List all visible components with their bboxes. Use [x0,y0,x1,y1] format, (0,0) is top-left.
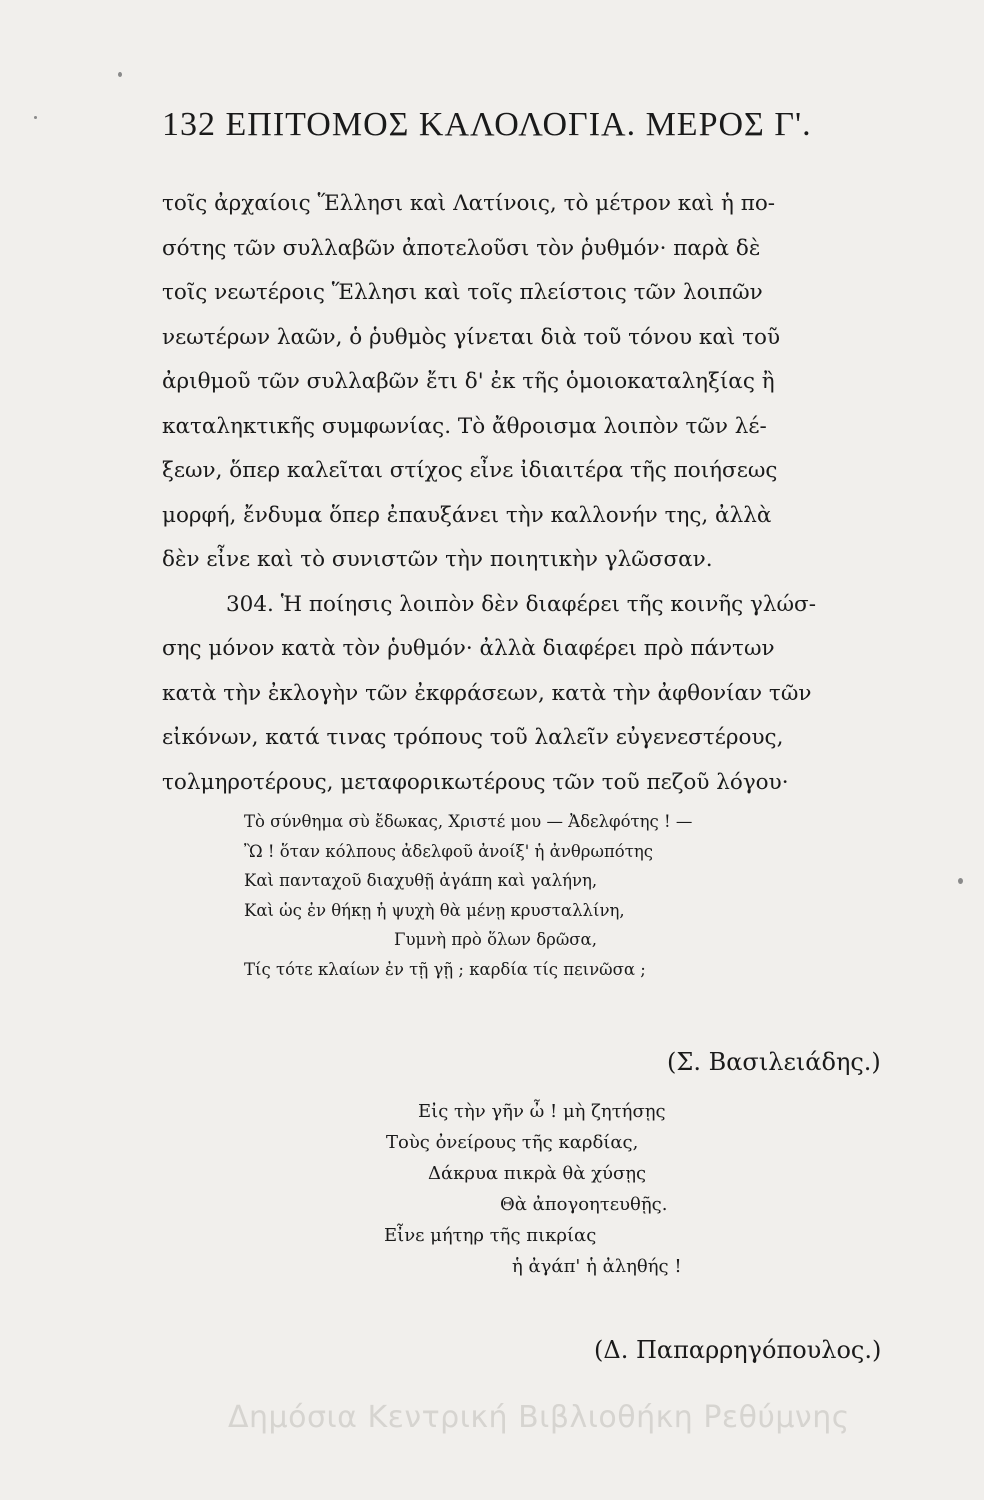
running-head: 132 ΕΠΙΤΟΜΟΣ ΚΑΛΟΛΟΓΙΑ. ΜΕΡΟΣ Γ'. [162,106,812,143]
section-line: εἰκόνων, κατά τινας τρόπους τοῦ λαλεῖν εὐγενεστέρους, [162,725,784,750]
poem-quotation-2 [384,1096,884,1282]
paper-speck [34,116,37,119]
poem-line: Τὸ σύνθημα σὺ ἔδωκας, Χριστέ μου — Ἀδελφότης ! — [244,812,693,831]
poem-line: Θὰ ἀπογοητευθῇς. [500,1194,668,1215]
poem-line: Εἶνε μήτηρ τῆς πικρίας [384,1225,597,1246]
prose-line: δὲν εἶνε καὶ τὸ συνιστῶν τὴν ποιητικὴν γλῶσσαν. [162,547,713,572]
section-line: σης μόνον κατὰ τὸν ῥυθμόν· ἀλλὰ διαφέρει πρὸ πάντων [162,636,775,661]
section-line: κατὰ τὴν ἐκλογὴν τῶν ἐκφράσεων, κατὰ τὴν ἀφθονίαν τῶν [162,680,812,706]
prose-line: μορφή, ἔνδυμα ὅπερ ἐπαυξάνει τὴν καλλονήν της, ἀλλὰ [162,502,772,528]
poem-line: ἡ ἀγάπ' ἡ ἀληθής ! [512,1256,682,1277]
prose-line: ἀριθμοῦ τῶν συλλαβῶν ἔτι δ' ἐκ τῆς ὁμοιοκαταληξίας ἢ [162,369,775,394]
poem-line: Καὶ πανταχοῦ διαχυθῇ ἀγάπη καὶ γαλήνη, [244,871,598,890]
poem-attribution-2: (Δ. Παπαρρηγόπουλος.) [594,1336,882,1364]
section-line: τολμηροτέρους, μεταφορικωτέρους τῶν τοῦ πεζοῦ λόγου· [162,769,789,795]
prose-line: τοῖς νεωτέροις Ἕλλησι καὶ τοῖς πλείστοις τῶν λοιπῶν [162,280,763,305]
poem-quotation-1 [244,807,944,984]
prose-line: καταληκτικῆς συμφωνίας. Τὸ ἄθροισμα λοιπὸν τῶν λέ- [162,413,767,439]
paper-speck [958,878,963,884]
poem-line: Γυμνὴ πρὸ ὅλων δρῶσα, [394,930,597,949]
poem-line: Τίς τότε κλαίων ἐν τῇ γῇ ; καρδία τίς πεινῶσα ; [244,959,646,979]
prose-body [162,182,968,805]
prose-line: σότης τῶν συλλαβῶν ἀποτελοῦσι τὸν ῥυθμόν· παρὰ δὲ [162,235,761,261]
poem-attribution-1: (Σ. Βασιλειάδης.) [667,1048,881,1076]
poem-line: Δάκρυα πικρὰ θὰ χύσῃς [428,1163,647,1184]
poem-line: Καὶ ὡς ἐν θήκῃ ἡ ψυχὴ θὰ μένῃ κρυσταλλίνη, [244,900,625,920]
section-line: 304. Ἡ ποίησις λοιπὸν δὲν διαφέρει τῆς κοινῆς γλώσ- [226,591,816,617]
paper-speck [118,72,122,77]
poem-line: Εἰς τὴν γῆν ὦ ! μὴ ζητήσῃς [418,1101,666,1122]
library-watermark: Δημόσια Κεντρική Βιβλιοθήκη Ρεθύμνης [228,1400,850,1435]
prose-line: τοῖς ἀρχαίοις Ἕλλησι καὶ Λατίνοις, τὸ μέτρον καὶ ἡ πο- [162,191,776,216]
poem-line: Τοὺς ὀνείρους τῆς καρδίας, [386,1132,639,1153]
poem-line: Ὢ ! ὅταν κόλπους ἀδελφοῦ ἀνοίξ' ἡ ἀνθρωπότης [244,841,653,861]
prose-line: ξεων, ὅπερ καλεῖται στίχος εἶνε ἰδιαιτέρα τῆς ποιήσεως [162,458,778,483]
prose-line: νεωτέρων λαῶν, ὁ ῥυθμὸς γίνεται διὰ τοῦ τόνου καὶ τοῦ [162,324,781,350]
